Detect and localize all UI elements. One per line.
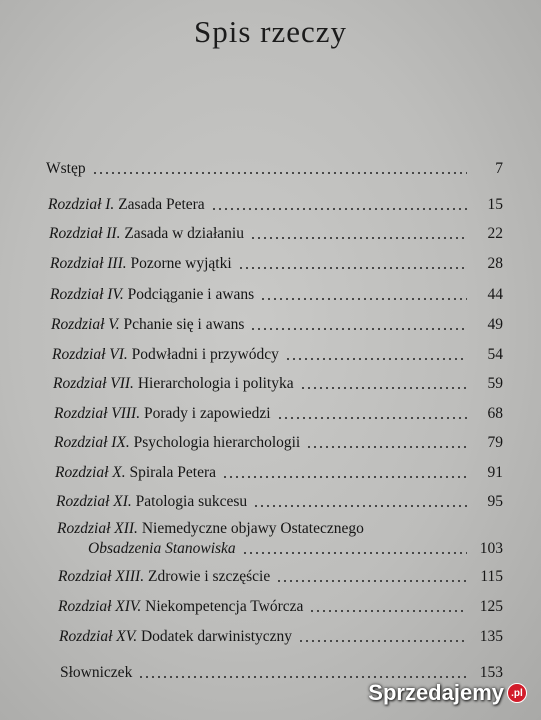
dot-leader: [222, 476, 467, 478]
entry-title: Zasada w działaniu: [124, 225, 244, 242]
dot-leader: [92, 172, 467, 174]
entry-title: Dodatek darwinistyczny: [140, 628, 293, 645]
toc-entry-wstep: [46, 156, 503, 178]
toc-entry-chapter-1: [48, 192, 503, 214]
page-number: 153: [479, 664, 503, 681]
entry-title: Słowniczek: [60, 664, 133, 681]
chapter-number: Rozdział I.: [48, 196, 115, 213]
entry-title: Podciąganie i awans: [127, 286, 255, 303]
chapter-number: Rozdział VII.: [53, 375, 134, 392]
toc-entry-chapter-14: [58, 594, 503, 616]
dot-leader: [277, 417, 467, 419]
toc-entry-chapter-4: [50, 282, 503, 304]
toc-entry-chapter-12: [57, 516, 521, 538]
entry-title: Spirala Petera: [129, 464, 217, 481]
dot-leader: [250, 328, 467, 330]
chapter-number: Rozdział V.: [51, 316, 120, 333]
page-number: 68: [487, 405, 503, 422]
entry-title: Podwładni i przywódcy: [131, 346, 279, 363]
page-number: 103: [479, 540, 503, 557]
page-number: 22: [487, 225, 503, 242]
entry-title: Niekompetencja Twórcza: [145, 598, 304, 615]
page-number: 28: [487, 255, 503, 272]
entry-title: Wstęp: [46, 160, 86, 177]
page-number: 79: [487, 434, 503, 451]
page-number: 44: [487, 286, 503, 303]
dot-leader: [306, 446, 467, 448]
entry-title: Zdrowie i szczęście: [147, 568, 271, 585]
toc-entry-chapter-6: [52, 342, 503, 364]
dot-leader: [285, 358, 467, 360]
dot-leader: [238, 267, 467, 269]
page-title: Spis rzeczy: [193, 14, 348, 49]
page-number: 125: [479, 598, 503, 615]
dot-leader: [309, 610, 467, 612]
toc-entry-chapter-12-continued: [88, 536, 503, 558]
chapter-number: Rozdział XI.: [56, 493, 132, 510]
page-number: 95: [487, 493, 503, 510]
toc-entry-chapter-11: [56, 489, 503, 511]
entry-title: Zasada Petera: [118, 196, 205, 213]
toc-entry-chapter-2: [49, 221, 503, 243]
chapter-number: Rozdział VIII.: [54, 405, 141, 422]
dot-leader: [260, 298, 467, 300]
toc-entry-chapter-3: [50, 251, 503, 273]
chapter-number: Rozdział II.: [49, 225, 121, 242]
toc-entry-slowniczek: [60, 660, 503, 682]
entry-title: Patologia sukcesu: [135, 493, 248, 510]
sprzedajemy-watermark: [368, 680, 527, 706]
toc-entry-chapter-5: [51, 312, 503, 334]
entry-title: Niemedyczne objawy Ostatecznego: [141, 520, 364, 537]
chapter-number: Rozdział XIV.: [58, 598, 142, 615]
entry-title: Hierarchologia i polityka: [137, 375, 294, 392]
dot-leader: [242, 552, 467, 554]
entry-title: Porady i zapowiedzi: [143, 405, 271, 422]
toc-entry-chapter-9: [54, 430, 503, 452]
toc-entry-chapter-13: [58, 564, 503, 586]
watermark-brand: Sprzedajemy: [368, 680, 504, 705]
entry-title: Psychologia hierarchologii: [133, 434, 301, 451]
entry-title: Pchanie się i awans: [123, 316, 245, 333]
chapter-number: Rozdział X.: [55, 464, 126, 481]
dot-leader: [253, 505, 467, 507]
page-number: 49: [487, 316, 503, 333]
entry-title: Pozorne wyjątki: [130, 255, 232, 272]
page-number: 7: [495, 160, 503, 177]
chapter-number: Rozdział IX.: [54, 434, 130, 451]
page-number: 59: [487, 375, 503, 392]
entry-title-continuation: Obsadzenia Stanowiska: [88, 540, 236, 557]
dot-leader: [250, 237, 467, 239]
page-number: 54: [487, 346, 503, 363]
toc-entry-chapter-10: [55, 460, 503, 482]
chapter-number: Rozdział XIII.: [58, 568, 145, 585]
page-number: 91: [487, 464, 503, 481]
chapter-number: Rozdział III.: [50, 255, 127, 272]
dot-leader: [211, 208, 467, 210]
chapter-number: Rozdział IV.: [50, 286, 124, 303]
dot-leader: [298, 640, 467, 642]
dot-leader: [276, 580, 467, 582]
chapter-number: Rozdział VI.: [52, 346, 128, 363]
dot-leader: [138, 676, 467, 678]
chapter-number: Rozdział XV.: [59, 628, 138, 645]
toc-entry-chapter-8: [54, 401, 503, 423]
watermark-badge-icon: .pl: [507, 683, 527, 703]
page-number: 135: [479, 628, 503, 645]
toc-entry-chapter-7: [53, 371, 503, 393]
page-number: 15: [487, 196, 503, 213]
dot-leader: [300, 387, 467, 389]
chapter-number: Rozdział XII.: [57, 520, 138, 537]
page-number: 115: [480, 568, 503, 585]
toc-entry-chapter-15: [59, 624, 503, 646]
